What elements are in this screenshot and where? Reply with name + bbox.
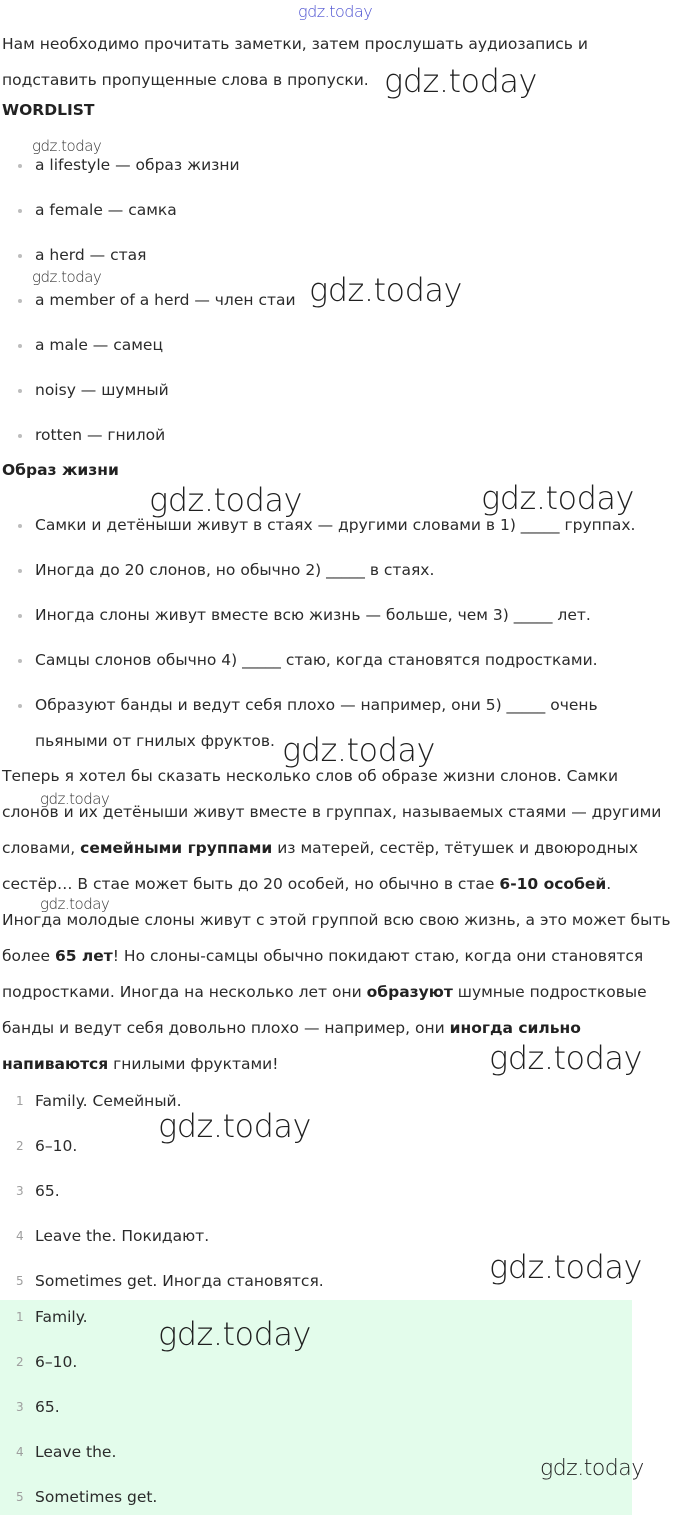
answer-number: 4	[16, 1445, 24, 1459]
answer-item	[0, 1306, 157, 1351]
answer-number: 3	[16, 1184, 24, 1198]
wordlist-item: a male — самец	[0, 334, 296, 379]
watermark: gdz.today	[282, 731, 435, 769]
answer-item	[0, 1486, 157, 1531]
answer-number: 5	[16, 1274, 24, 1288]
answer-text: 6–10.	[35, 1353, 78, 1371]
answer-number: 4	[16, 1229, 24, 1243]
watermark: gdz.today	[384, 62, 537, 100]
transcript-part: ! Но слоны-самцы обычно покидают стаю, когда они становятся подростками. Иногда на несколько лет они	[2, 947, 644, 1001]
watermark: gdz.today	[158, 1107, 311, 1145]
answer-text: Sometimes get.	[35, 1488, 158, 1506]
watermark: gdz.today	[158, 1315, 311, 1353]
watermark: gdz.today	[32, 268, 102, 286]
watermark: gdz.today	[40, 790, 110, 808]
transcript-bold: образуют	[366, 983, 453, 1001]
answer-item	[0, 1351, 157, 1396]
wordlist-item: a herd — стая	[0, 244, 296, 289]
wordlist-item: rotten — гнилой	[0, 424, 296, 469]
answers-short-list	[0, 1306, 157, 1531]
watermark: gdz.today	[309, 271, 462, 309]
transcript-part: Теперь я хотел бы сказать несколько слов об образе жизни слонов. Самки слонов и их детёныши живут вместе в группах, называемых стаями — другими словами,	[2, 767, 662, 857]
answer-text: Family. Семейный.	[35, 1092, 182, 1110]
answer-text: Sometimes get. Иногда становятся.	[35, 1272, 324, 1290]
transcript-part: шумные подростковые банды и ведут себя довольно плохо — например, они	[2, 983, 647, 1037]
wordlist-item: noisy — шумный	[0, 379, 296, 424]
transcript-bold: семейными группами	[80, 839, 273, 857]
answer-number: 1	[16, 1094, 24, 1108]
answer-item	[0, 1180, 324, 1225]
transcript-bold: 65 лет	[54, 947, 113, 965]
answer-item	[0, 1225, 324, 1270]
answer-number: 1	[16, 1310, 24, 1324]
answer-text: Leave the. Покидают.	[35, 1227, 210, 1245]
note-item: Образуют банды и ведут себя плохо — например, они 5) _____ очень пьяными от гнилых фруктов.	[0, 687, 675, 759]
lifestyle-notes	[0, 507, 675, 768]
watermark: gdz.today	[40, 895, 110, 913]
wordlist	[0, 154, 296, 469]
wordlist-heading: WORDLIST	[2, 101, 95, 119]
watermark: gdz.today	[481, 479, 634, 517]
watermark: gdz.today	[149, 481, 302, 519]
note-item: Самцы слонов обычно 4) _____ стаю, когда становятся подростками.	[0, 642, 675, 678]
answer-text: 65.	[35, 1398, 60, 1416]
watermark: gdz.today	[540, 1456, 644, 1481]
watermark: gdz.today	[489, 1039, 642, 1077]
answer-number: 3	[16, 1400, 24, 1414]
answer-item	[0, 1396, 157, 1441]
transcript-part: из матерей, сестёр, тётушек и двоюродных сестёр… В стае может быть до 20 особей, но обычно в стае	[2, 839, 639, 893]
transcript-part: . Иногда молодые слоны живут с этой группой всю свою жизнь, а это может быть более	[2, 875, 671, 965]
answer-number: 5	[16, 1490, 24, 1504]
answer-item	[0, 1441, 157, 1486]
answer-text: Family.	[35, 1308, 88, 1326]
watermark: gdz.today	[32, 137, 102, 155]
answer-number: 2	[16, 1355, 24, 1369]
watermark: gdz.today	[489, 1248, 642, 1286]
answer-text: Leave the.	[35, 1443, 117, 1461]
answer-text: 6–10.	[35, 1137, 78, 1155]
note-item: Иногда до 20 слонов, но обычно 2) _____ в стаях.	[0, 552, 675, 588]
note-item: Самки и детёныши живут в стаях — другими словами в 1) _____ группах.	[0, 507, 675, 543]
answer-number: 2	[16, 1139, 24, 1153]
wordlist-item: a member of a herd — член стаи	[0, 289, 296, 334]
transcript-bold: 6-10 особей	[499, 875, 607, 893]
wordlist-item: a lifestyle — образ жизни	[0, 154, 296, 199]
note-item: Иногда слоны живут вместе всю жизнь — больше, чем 3) _____ лет.	[0, 597, 675, 633]
transcript-bold: иногда сильно напиваются	[2, 1019, 581, 1073]
transcript-part: гнилыми фруктами!	[108, 1055, 279, 1073]
wordlist-item: a female — самка	[0, 199, 296, 244]
watermark-top: gdz.today	[298, 2, 373, 21]
lifestyle-heading: Образ жизни	[2, 461, 119, 479]
answer-text: 65.	[35, 1182, 60, 1200]
intro-text: Нам необходимо прочитать заметки, затем прослушать аудиозапись и подставить пропущенные слова в пропуски.	[2, 35, 588, 89]
